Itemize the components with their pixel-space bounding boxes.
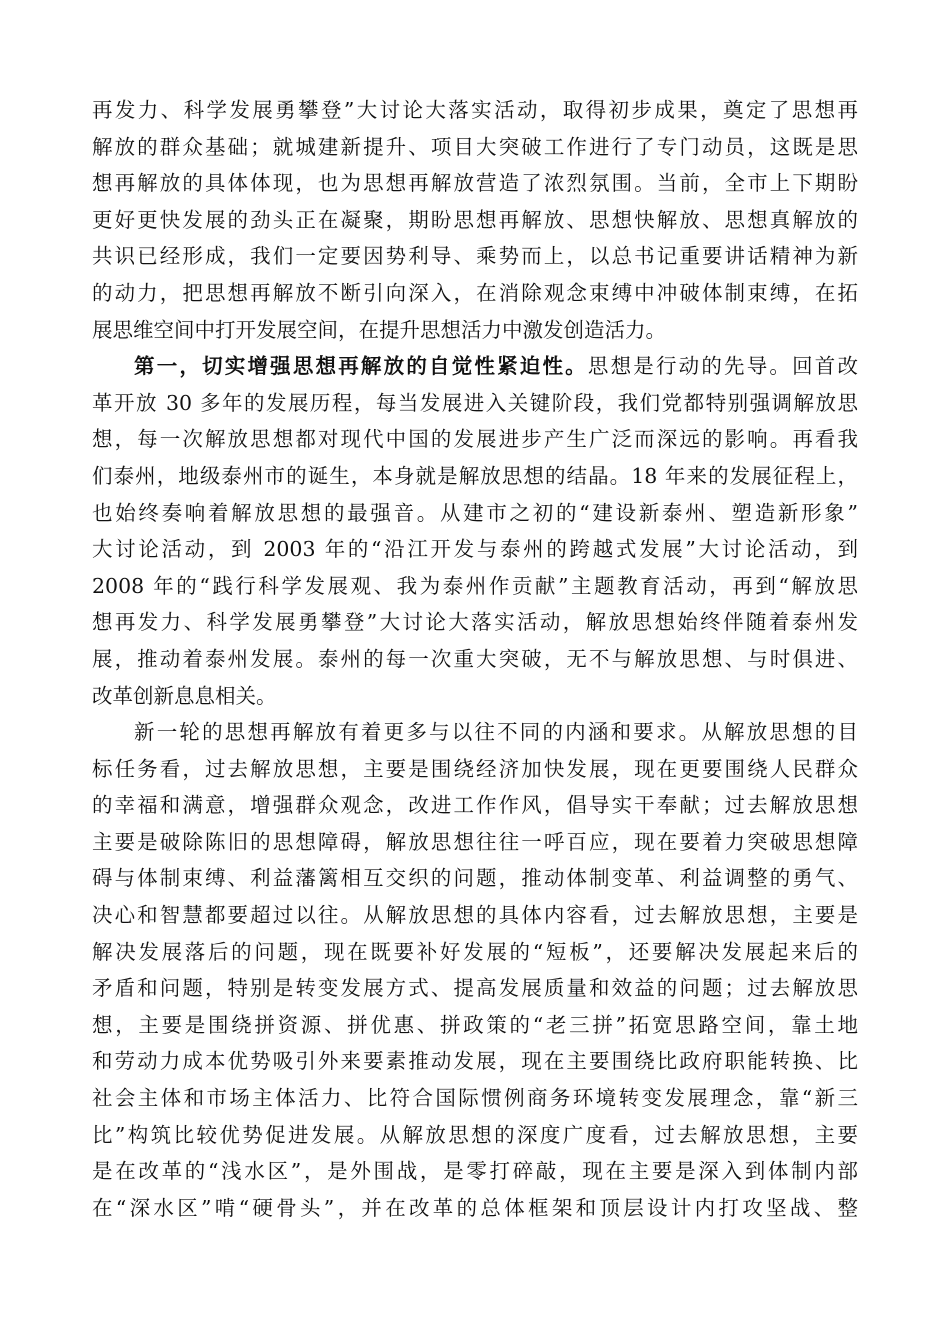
text-line: 革开放 30 多年的发展历程，每当发展进入关键阶段，我们党都特别强调解放思 [92, 390, 858, 415]
paragraph-2 [92, 348, 858, 714]
text-line: 碍与体制束缚、利益藩篱相互交织的问题，推动体制变革、利益调整的勇气、 [92, 866, 858, 891]
paragraph-first-line [92, 348, 858, 385]
text-line: 共识已经形成，我们一定要因势利导、乘势而上，以总书记重要讲话精神为新 [92, 244, 858, 269]
text-line: 改革创新息息相关。 [92, 683, 277, 708]
text-line: 们泰州，地级泰州市的诞生，本身就是解放思想的结晶。18 年来的发展征程上， [92, 463, 858, 488]
text-line: 想，每一次解放思想都对现代中国的发展进步产生广泛而深远的影响。再看我 [92, 427, 858, 452]
text-line: 再发力、科学发展勇攀登”大讨论大落实活动，取得初步成果，奠定了思想再 [92, 98, 858, 122]
text-line: 也始终奏响着解放思想的最强音。从建市之初的“建设新泰州、塑造新形象” [92, 500, 858, 525]
text-line: 解决发展落后的问题，现在既要补好发展的“短板”，还要解决发展起来后的 [92, 939, 858, 964]
text-line: 的幸福和满意，增强群众观念，改进工作作风，倡导实干奉献；过去解放思想 [92, 793, 858, 818]
text-line: 想再解放的具体体现，也为思想再解放营造了浓烈氛围。当前，全市上下期盼 [92, 171, 858, 196]
section-heading: 第一，切实增强思想再解放的自觉性紧迫性。 [134, 354, 588, 379]
text-line: 展思维空间中打开发展空间，在提升思想活力中激发创造活力。 [92, 317, 666, 342]
paragraph-3 [92, 714, 858, 1226]
text-line: 和劳动力成本优势吸引外来要素推动发展，现在主要围绕比政府职能转换、比 [92, 1049, 858, 1074]
text-line: 主要是破除陈旧的思想障碍，解放思想往往一呼百应，现在要着力突破思想障 [92, 829, 858, 854]
paragraph-1 [92, 92, 858, 348]
text-line: 标任务看，过去解放思想，主要是围绕经济加快发展，现在更要围绕人民群众 [92, 756, 858, 781]
text-line: 在“深水区”啃“硬骨头”，并在改革的总体框架和顶层设计内打攻坚战、整 [92, 1195, 858, 1220]
text-line: 矛盾和问题，特别是转变发展方式、提高发展质量和效益的问题；过去解放思 [92, 976, 858, 1001]
text-line: 更好更快发展的劲头正在凝聚，期盼思想再解放、思想快解放、思想真解放的 [92, 207, 858, 232]
text-line: 2008 年的“践行科学发展观、我为泰州作贡献”主题教育活动，再到“解放思 [92, 573, 858, 598]
text-line: 新一轮的思想再解放有着更多与以往不同的内涵和要求。从解放思想的目 [134, 720, 858, 745]
text-line: 想再发力、科学发展勇攀登”大讨论大落实活动，解放思想始终伴随着泰州发 [92, 610, 858, 635]
text-line: 想，主要是围绕拼资源、拼优惠、拼政策的“老三拼”拓宽思路空间，靠土地 [92, 1012, 858, 1037]
text-line: 是在改革的“浅水区”，是外围战，是零打碎敲，现在主要是深入到体制内部 [92, 1159, 858, 1184]
text-line: 解放的群众基础；就城建新提升、项目大突破工作进行了专门动员，这既是思 [92, 134, 858, 159]
text-line: 的动力，把思想再解放不断引向深入，在消除观念束缚中冲破体制束缚，在拓 [92, 280, 858, 305]
text-line: 大讨论活动，到 2003 年的“沿江开发与泰州的跨越式发展”大讨论活动，到 [92, 537, 858, 562]
document-page [92, 92, 858, 1226]
text-line: 比”构筑比较优势促进发展。从解放思想的深度广度看，过去解放思想，主要 [92, 1122, 858, 1147]
text-line: 决心和智慧都要超过以往。从解放思想的具体内容看，过去解放思想，主要是 [92, 903, 858, 928]
text-line: 社会主体和市场主体活力、比符合国际惯例商务环境转变发展理念，靠“新三 [92, 1086, 858, 1111]
heading-continuation: 思想是行动的先导。回首改 [587, 354, 859, 379]
text-line: 展，推动着泰州发展。泰州的每一次重大突破，无不与解放思想、与时俱进、 [92, 646, 858, 671]
